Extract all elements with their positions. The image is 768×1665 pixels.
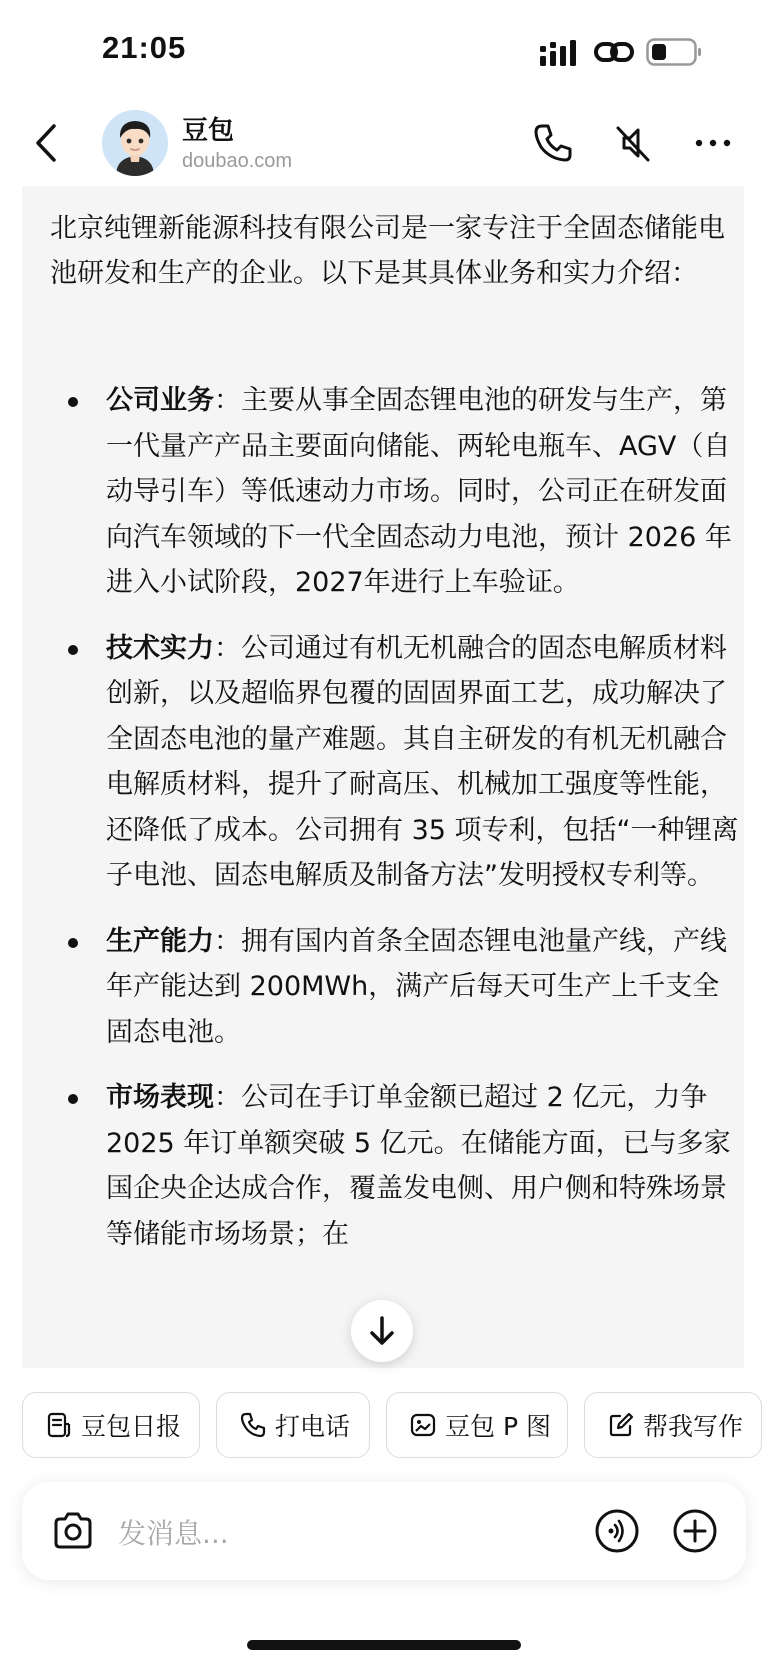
bot-url: doubao.com xyxy=(182,150,293,172)
home-indicator[interactable] xyxy=(247,1640,521,1650)
bot-message xyxy=(22,186,744,1368)
bot-avatar-icon xyxy=(102,110,168,176)
battery-icon xyxy=(646,38,702,66)
chip-help-write[interactable] xyxy=(584,1392,762,1458)
chip-label: 豆包 P 图 xyxy=(445,1412,551,1441)
scroll-to-bottom-button[interactable] xyxy=(351,1300,413,1362)
camera-icon[interactable] xyxy=(50,1508,96,1554)
arrow-down-icon xyxy=(351,1300,413,1362)
list-item-text: ：公司通过有机无机融合的固态电解质材料创新，以及超临界包覆的固固界面工艺，成功解决了全固态电池的量产难题。其自主研发的有机无机融合电解质材料，提升了耐高压、机械加工强度等性能，还降低了成本。公司拥有 35 项专利，包括“一种锂离子电池、固态电解质及制备方法”发明授权专利等。 xyxy=(106,632,739,891)
link-icon xyxy=(594,36,634,68)
message-list xyxy=(50,378,740,1277)
list-item-text: ：拥有国内首条全固态锂电池量产线，产线年产能达到 200MWh，满产后每天可生产上千支全固态电池。 xyxy=(106,925,727,1048)
cellular-signal-icon xyxy=(540,40,580,66)
voice-input-icon[interactable] xyxy=(594,1508,640,1554)
list-item-title: 市场表现 xyxy=(106,1082,214,1113)
phone-icon xyxy=(239,1411,267,1439)
list-item xyxy=(50,919,740,1056)
chip-phone-call[interactable] xyxy=(216,1392,370,1458)
list-item xyxy=(50,378,740,606)
list-item-text: ：主要从事全固态锂电池的研发与生产，第一代量产产品主要面向储能、两轮电瓶车、AGV（自动导引车）等低速动力市场。同时，公司正在研发面向汽车领域的下一代全固态动力电池，预计 2026 年进入小试阶段，2027年进行上车验证。 xyxy=(106,385,732,598)
image-edit-icon xyxy=(409,1411,437,1439)
edit-icon xyxy=(607,1411,635,1439)
back-arrow-icon[interactable] xyxy=(28,120,64,166)
message-intro: 北京纯锂新能源科技有限公司是一家专注于全固态储能电池研发和生产的企业。以下是其具体业务和实力介绍： xyxy=(50,213,725,289)
more-options-icon[interactable] xyxy=(690,120,736,166)
list-item-title: 技术实力 xyxy=(106,632,214,664)
chip-label: 打电话 xyxy=(275,1412,351,1441)
message-input-bar xyxy=(22,1482,746,1580)
list-item-title: 公司业务 xyxy=(106,385,214,416)
chip-daily-report[interactable] xyxy=(22,1392,200,1458)
phone-call-icon[interactable] xyxy=(530,120,576,166)
chip-photo-edit[interactable] xyxy=(386,1392,568,1458)
chat-header xyxy=(0,100,768,186)
list-item-title: 生产能力 xyxy=(106,925,214,957)
quick-actions xyxy=(0,1380,768,1460)
list-item xyxy=(50,626,740,899)
message-input[interactable]: 发消息... xyxy=(118,1517,229,1550)
list-item-text: ：公司在手订单金额已超过 2 亿元，力争 2025 年订单额突破 5 亿元。在储能方面，已与多家国企央企达成合作，覆盖发电侧、用户侧和特殊场景等储能市场场景；在 xyxy=(106,1082,731,1250)
plus-icon[interactable] xyxy=(672,1508,718,1554)
chip-label: 豆包日报 xyxy=(81,1412,182,1441)
list-item xyxy=(50,1075,740,1257)
bot-name: 豆包 xyxy=(182,116,235,146)
mute-speaker-icon[interactable] xyxy=(610,120,656,166)
status-bar xyxy=(0,0,768,100)
avatar[interactable] xyxy=(102,110,168,176)
document-icon xyxy=(45,1411,73,1439)
chip-label: 帮我写作 xyxy=(643,1412,744,1441)
status-time: 21:05 xyxy=(102,30,187,65)
